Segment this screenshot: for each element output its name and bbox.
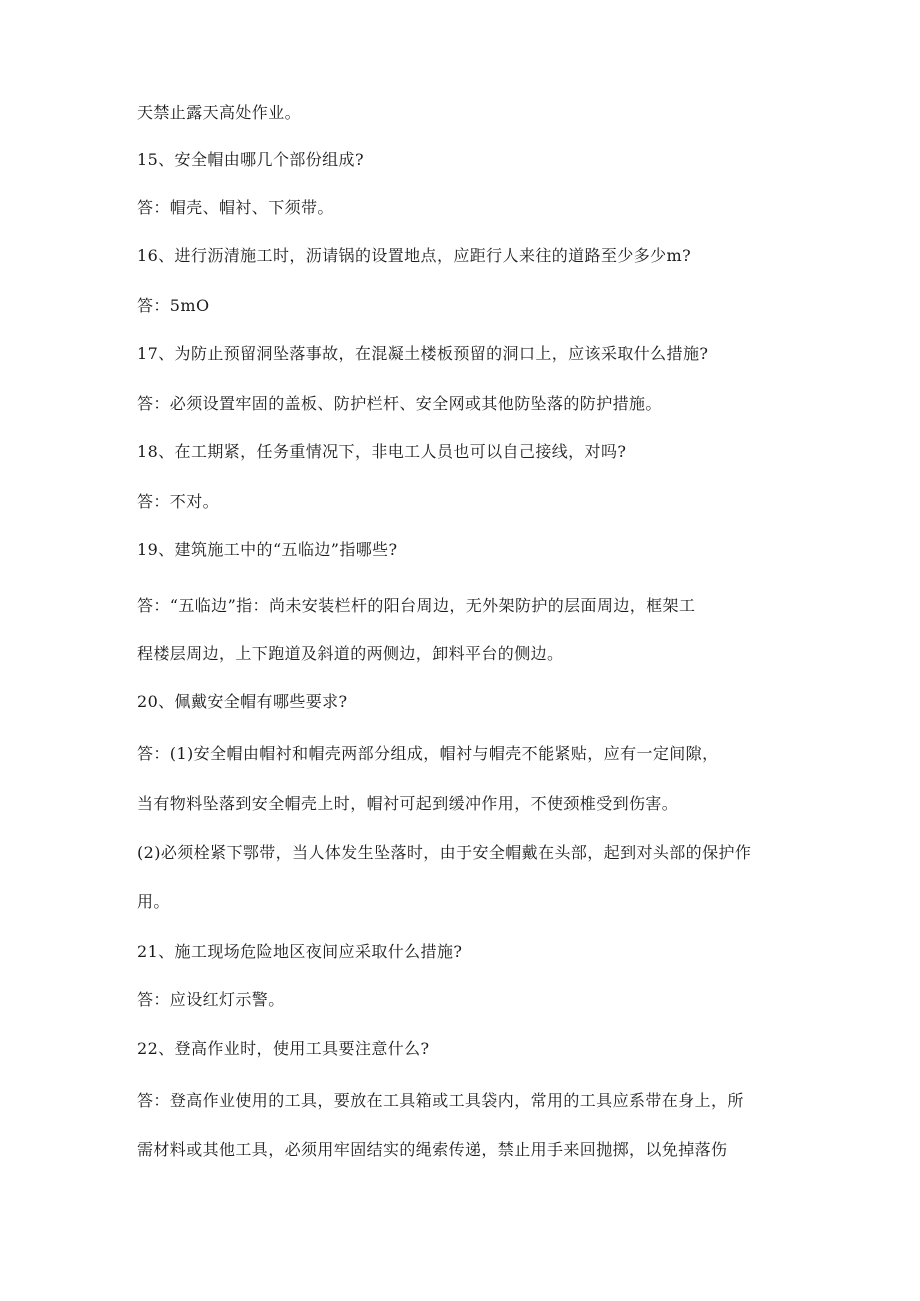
text-line: 天禁止露天高处作业。 [137,103,302,122]
question-line: 17、为防止预留洞坠落事故，在混凝土楼板预留的洞口上，应该采取什么措施? [137,344,709,363]
answer-line: 答：帽壳、帽衬、下须带。 [137,198,334,217]
answer-line: 答：登高作业使用的工具，要放在工具箱或工具袋内，常用的工具应系带在身上，所 [137,1091,744,1110]
answer-line: 答：应设红灯示警。 [137,990,285,1009]
answer-line: 程楼层周边，上下跑道及斜道的两侧边，卸料平台的侧边。 [137,644,564,663]
answer-line: 答：5mO [137,296,210,315]
question-line: 21、施工现场危险地区夜间应采取什么措施? [137,942,463,961]
question-line: 16、进行沥清施工时，沥请锅的设置地点，应距行人来往的道路至少多少m? [137,246,692,265]
answer-line: 需材料或其他工具，必须用牢固结实的绳索传递，禁止用手来回抛掷，以免掉落伤 [137,1140,728,1159]
question-line: 15、安全帽由哪几个部份组成? [137,150,364,169]
answer-line: 当有物料坠落到安全帽壳上时，帽衬可起到缓冲作用，不使颈椎受到伤害。 [137,794,679,813]
question-line: 18、在工期紧，任务重情况下，非电工人员也可以自己接线，对吗? [137,442,627,461]
answer-line: (2)必须栓紧下鄂带，当人体发生坠落时，由于安全帽戴在头部，起到对头部的保护作 [137,843,752,862]
answer-line: 答：“五临边”指：尚未安装栏杆的阳台周边，无外架防护的层面周边，框架工 [137,596,696,615]
question-line: 19、建筑施工中的“五临边”指哪些? [137,540,398,559]
answer-line: 答：必须设置牢固的盖板、防护栏杆、安全网或其他防坠落的防护措施。 [137,394,662,413]
answer-line: 答：不对。 [137,492,220,511]
question-line: 22、登高作业时，使用工具要注意什么? [137,1039,430,1058]
answer-line: 答：(1)安全帽由帽衬和帽壳两部分组成，帽衬与帽壳不能紧贴，应有一定间隙， [137,744,719,763]
question-line: 20、佩戴安全帽有哪些要求? [137,692,348,711]
answer-line: 用。 [137,892,170,911]
